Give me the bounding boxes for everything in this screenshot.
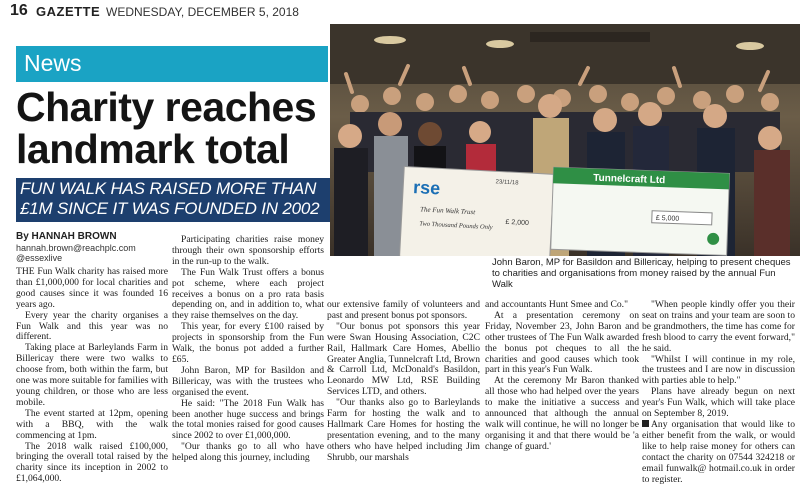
headline: Charity reaches landmark total [16,84,317,172]
column-2 [172,235,324,464]
paragraph: Every year the charity organises a Fun Walk and this year was no different. [16,309,168,343]
paragraph: At the ceremony Mr Baron thanked all those who had helped over the years to make the initiative a success and announced that although the annual walk will continue, he will no longer be organising it and that there would be 'a change of guard.' [485,375,639,452]
paragraph: "Our thanks go to all who have helped along this journey, including [172,441,324,464]
cheque-left-amount-words: Two Thousand Pounds Only [419,220,493,232]
paragraph: "Our thanks also go to Barleylands Farm for hosting the walk and to Hallmark Care Homes for hosting the presentation evening, and to the many others who have helped including Jim Shrubb, our marshals [327,397,480,463]
cheque-right-amount: £ 5,000 [655,214,680,223]
standfirst: FUN WALK HAS RAISED MORE THAN £1M SINCE IT WAS FOUNDED IN 2002 [20,179,320,218]
contact-note [642,420,795,485]
paragraph: Plans have already begun on next year's Fun Walk, which will take place on September 8, 2019. [642,386,795,420]
page-number: 16 [10,2,28,19]
standfirst-band [16,178,346,222]
paper-name: GAZETTE [36,4,101,19]
paragraph: John Baron, MP for Basildon and Billericay, was with the trustees who organised the event. [172,364,324,398]
square-bullet-icon [642,420,649,427]
paragraph: Participating charities raise money through their own sponsorship efforts in the run-up to the walk. [172,234,324,267]
cheque-left-payee: The Fun Walk Trust [419,205,476,217]
photo-caption: John Baron, MP for Basildon and Billericay, helping to present cheques to charities and organisations from money raised by the annual Fun Walk [492,257,791,290]
paragraph: "When people kindly offer you their seat on trains and your team are soon to be grandmothers, the time has come for fresh blood to carry the event forward," he said. [642,299,795,354]
paragraph: The Fun Walk Trust offers a bonus pot scheme, where each project receives a bonus on a pro rata basis depending on, and in addition to, what they raise themselves on the day. [172,266,324,322]
byline-handle[interactable]: @essexlive [16,253,63,263]
paragraph: "Our bonus pot sponsors this year were Swan Housing Association, C2C Rail, Hallmark Care Homes, Abellio Greater Anglia, Tunnelcraft Ltd, Brown & Carroll Ltd, McDonald's Basildon, Leonardo MW Ltd, RSE Building Services LTD, and others. [327,320,480,398]
group-photo-illustration [330,24,800,256]
issue-date: WEDNESDAY, DECEMBER 5, 2018 [106,5,299,19]
paragraph: The 2018 walk raised £100,000, bringing the overall total raised by the charity since its inception in 2002 to £1,064,000. [16,440,168,485]
paragraph: This year, for every £100 raised by projects in sponsorship from the Fun Walk, the bonus pot added a further £65. [172,321,324,365]
paragraph: Taking place at Barleylands Farm in Billericay there were two walks to choose from, both within the farm, but one was more suitable for families with young children, or those who are less mobile. [16,342,168,408]
cheque-left-brand: rse [412,177,441,199]
paragraph: He said: "The 2018 Fun Walk has been another huge success and brings the total monies raised for good causes since 2002 to over £1,000,000. [172,397,324,442]
page-masthead [0,0,800,22]
cheque-right-brand: Tunnelcraft Ltd [593,172,666,187]
paragraph: our extensive family of volunteers and past and present bonus pot sponsors. [327,299,480,321]
paragraph: The event started at 12pm, opening with a BBQ, with the walk commencing at 1pm. [16,407,168,441]
photo [330,24,800,256]
cheque-left-amount: £ 2,000 [505,218,530,228]
byline-email[interactable]: hannah.brown@reachplc.com [16,243,136,253]
cheque-left-date: 23/11/18 [495,179,519,187]
byline-name: By HANNAH BROWN [16,231,117,242]
column-4 [485,300,639,453]
section-band [16,46,328,82]
contact-note-text: Any organisation that would like to either benefit from the walk, or would like to help raise money for others can contact the charity on 07544 324218 or email funwalk@ hotmail.co.uk in order to register. [642,418,795,485]
paragraph: "Whilst I will continue in my role, the trustees and I are now in discussion with parties able to help." [642,353,795,387]
paragraph: and accountants Hunt Smee and Co." [485,299,628,310]
column-1 [16,267,168,485]
column-3 [327,300,480,464]
section-label: News [24,50,82,76]
paragraph: THE Fun Walk charity has raised more than £1,000,000 for local charities and good causes since it was founded 16 years ago. [16,266,168,310]
column-5 [642,300,795,485]
paragraph: At a presentation ceremony on Friday, November 23, John Baron and other trustees of The Fun Walk awarded the bonus pot cheques to all the charities and good causes which took part in this year's Fun Walk. [485,309,639,376]
